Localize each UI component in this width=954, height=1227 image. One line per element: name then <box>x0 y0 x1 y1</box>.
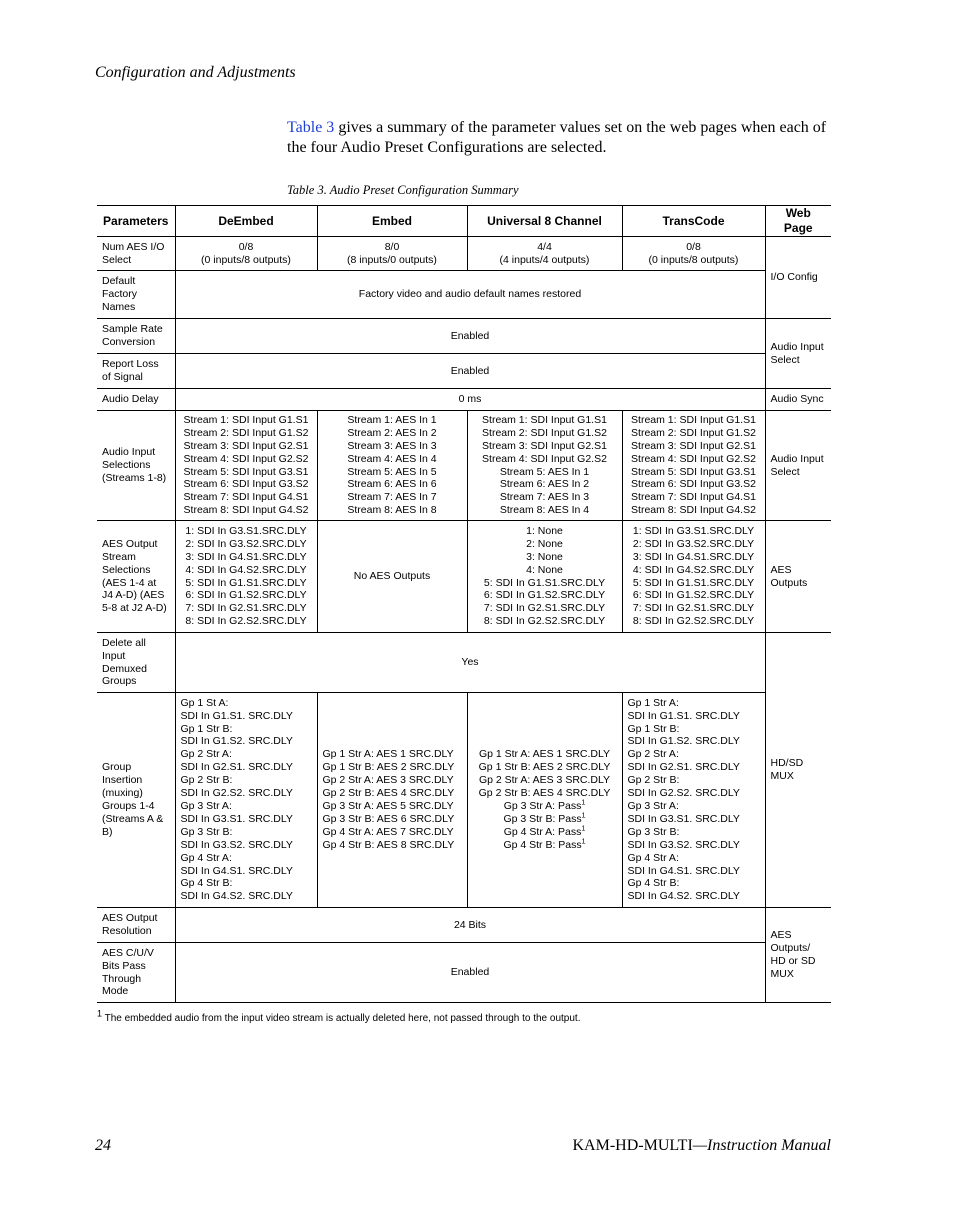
value-line: 4/4 <box>537 240 552 253</box>
value-line: 8/0 <box>384 240 400 253</box>
value-line: Gp 3 Str B: <box>627 825 680 838</box>
table-row <box>97 271 831 319</box>
value-line: SDI In G1.S2. SRC.DLY <box>627 735 740 748</box>
all-presets-value: 24 Bits <box>175 908 765 943</box>
value-line: Gp 1 St A: <box>180 696 229 709</box>
value-line: 6: SDI In G1.S2.SRC.DLY <box>483 589 606 602</box>
value-line: Stream 7: SDI Input G4.S1 <box>183 491 309 504</box>
value-line: 5: SDI In G1.S1.SRC.DLY <box>632 576 755 589</box>
value-line: 2: None <box>526 537 563 550</box>
value-line: Stream 3: SDI Input G2.S1 <box>183 439 309 452</box>
value-line: Stream 5: SDI Input G3.S1 <box>631 465 756 478</box>
value-line: (0 inputs/8 outputs) <box>201 253 291 266</box>
value-line: SDI In G1.S1. SRC.DLY <box>180 709 293 722</box>
value-line: Gp 4 Str A: <box>627 851 679 864</box>
value-line: Stream 8: SDI Input G4.S2 <box>183 504 309 517</box>
value-line: SDI In G3.S1. SRC.DLY <box>180 812 293 825</box>
value-line: (8 inputs/0 outputs) <box>347 253 437 266</box>
parameter-name: Audio Input Selections (Streams 1-8) <box>97 411 175 521</box>
value-line: SDI In G2.S2. SRC.DLY <box>627 787 740 800</box>
web-page-name: Audio Input Select <box>765 411 831 521</box>
web-page-name: HD/SD MUX <box>765 633 831 908</box>
value-line: Gp 4 Str B: Pass$^1$ <box>503 838 586 851</box>
footnote-reference: 1 <box>581 825 586 833</box>
table-row <box>97 389 831 411</box>
table-row <box>97 943 831 1003</box>
preset-value-transcode <box>622 693 765 908</box>
value-line: Gp 4 Str A: <box>180 851 232 864</box>
value-line: SDI In G4.S1. SRC.DLY <box>627 864 740 877</box>
value-line: 4: SDI In G4.S2.SRC.DLY <box>185 563 307 576</box>
parameter-name: Group Insertion (muxing) Groups 1-4 (Streams A & B) <box>97 693 175 908</box>
header-deembed: DeEmbed <box>175 206 317 237</box>
preset-value-transcode <box>622 237 765 271</box>
value-line: Gp 4 Str B: <box>627 877 680 890</box>
value-line: Stream 2: AES In 2 <box>347 426 437 439</box>
value-line: 4: None <box>526 563 563 576</box>
all-presets-value: Yes <box>175 633 765 693</box>
web-page-name: Audio Sync <box>765 389 831 411</box>
intro-paragraph <box>287 118 827 158</box>
value-line: Stream 5: AES In 5 <box>347 465 437 478</box>
all-presets-value: Enabled <box>175 943 765 1003</box>
preset-value-universal <box>467 237 622 271</box>
web-page-name: AES Outputs <box>765 521 831 633</box>
parameter-name: Delete all Input Demuxed Groups <box>97 633 175 693</box>
header-web-page: Web Page <box>765 206 831 237</box>
value-line: Gp 2 Str A: <box>627 748 679 761</box>
header-row <box>97 206 831 237</box>
header-transcode: TransCode <box>622 206 765 237</box>
preset-value-universal <box>467 411 622 521</box>
value-line: Stream 2: SDI Input G1.S2 <box>631 426 756 439</box>
table-row <box>97 319 831 354</box>
value-line: Stream 4: SDI Input G2.S2 <box>183 452 309 465</box>
value-line: Gp 4 Str A: AES 7 SRC.DLY <box>322 825 454 838</box>
parameter-name: Sample Rate Conversion <box>97 319 175 354</box>
value-line: 6: SDI In G1.S2.SRC.DLY <box>632 589 755 602</box>
footnote-reference: 1 <box>581 812 586 820</box>
page-number: 24 <box>95 1137 111 1154</box>
value-line: Stream 1: SDI Input G1.S1 <box>183 413 309 426</box>
value-line: 8: SDI In G2.S2.SRC.DLY <box>185 615 307 628</box>
value-line: SDI In G3.S1. SRC.DLY <box>627 812 740 825</box>
preset-value-universal <box>467 521 622 633</box>
parameter-name: Report Loss of Signal <box>97 354 175 389</box>
value-line: Gp 2 Str A: AES 3 SRC.DLY <box>322 774 454 787</box>
table-row <box>97 237 831 271</box>
header-parameters: Parameters <box>97 206 175 237</box>
value-line: Stream 5: AES In 1 <box>499 465 590 478</box>
value-line: Stream 7: SDI Input G4.S1 <box>631 491 756 504</box>
value-line: Gp 3 Str B: <box>180 825 233 838</box>
value-line: Gp 3 Str B: AES 6 SRC.DLY <box>322 812 455 825</box>
table-caption: Table 3. Audio Preset Configuration Summary <box>287 183 519 197</box>
value-line: Gp 2 Str B: <box>180 774 233 787</box>
preset-value-embed <box>317 411 467 521</box>
value-line: SDI In G1.S1. SRC.DLY <box>627 709 740 722</box>
value-line: 2: SDI In G3.S2.SRC.DLY <box>632 537 755 550</box>
preset-value-deembed <box>175 411 317 521</box>
header-embed: Embed <box>317 206 467 237</box>
value-line: Stream 4: SDI Input G2.S2 <box>631 452 756 465</box>
value-line: Gp 4 Str B: <box>180 877 233 890</box>
table-row <box>97 411 831 521</box>
parameter-name: Default Factory Names <box>97 271 175 319</box>
web-page-name: AES Outputs/ HD or SD MUX <box>765 908 831 1003</box>
value-line: Gp 1 Str A: AES 1 SRC.DLY <box>322 748 454 761</box>
audio-preset-summary-table <box>97 205 831 1003</box>
footnote <box>97 1008 581 1024</box>
table-row <box>97 908 831 943</box>
table-row <box>97 354 831 389</box>
all-presets-value: Enabled <box>175 354 765 389</box>
parameter-name: AES C/U/V Bits Pass Through Mode <box>97 943 175 1003</box>
value-line: Gp 3 Str A: AES 5 SRC.DLY <box>322 800 454 812</box>
running-head: Configuration and Adjustments <box>95 64 296 81</box>
value-line: Gp 3 Str A: <box>627 800 679 812</box>
value-line: Stream 8: SDI Input G4.S2 <box>631 504 756 517</box>
value-line: Gp 1 Str B: <box>627 722 680 735</box>
value-line: No AES Outputs <box>353 570 431 583</box>
footnote-reference: 1 <box>581 799 586 807</box>
value-line: Stream 8: AES In 8 <box>347 504 437 517</box>
value-line: (4 inputs/4 outputs) <box>499 253 590 266</box>
preset-value-deembed <box>175 521 317 633</box>
value-line: Gp 2 Str A: AES 3 SRC.DLY <box>478 774 611 787</box>
value-line: 4: SDI In G4.S2.SRC.DLY <box>632 563 755 576</box>
value-line: Gp 2 Str A: <box>180 748 232 761</box>
value-line: Stream 5: SDI Input G3.S1 <box>183 465 309 478</box>
header-universal-8-channel: Universal 8 Channel <box>467 206 622 237</box>
value-line: Stream 6: SDI Input G3.S2 <box>631 478 756 491</box>
footnote-reference: 1 <box>581 838 586 846</box>
value-line: Gp 2 Str B: AES 4 SRC.DLY <box>322 787 455 800</box>
manual-title: KAM-HD-MULTI—Instruction Manual <box>572 1137 831 1154</box>
value-line: 8: SDI In G2.S2.SRC.DLY <box>632 615 755 628</box>
footnote-marker: 1 <box>97 1008 103 1019</box>
value-line: Stream 3: AES In 3 <box>347 439 437 452</box>
value-line: SDI In G2.S1. SRC.DLY <box>627 761 740 774</box>
value-line: Gp 1 Str A: AES 1 SRC.DLY <box>478 748 611 761</box>
value-line: Stream 3: SDI Input G2.S1 <box>482 439 607 452</box>
value-line: Gp 3 Str A: <box>180 800 232 812</box>
value-line: 1: None <box>526 524 563 537</box>
preset-value-transcode <box>622 411 765 521</box>
value-line: 0/8 <box>238 240 254 253</box>
all-presets-value: Enabled <box>175 319 765 354</box>
value-line: Gp 1 Str B: AES 2 SRC.DLY <box>478 761 611 774</box>
table-row <box>97 693 831 908</box>
value-line: Stream 1: AES In 1 <box>347 413 437 426</box>
value-line: Gp 3 Str A: Pass$^1$ <box>503 799 586 812</box>
value-line: SDI In G1.S2. SRC.DLY <box>180 735 293 748</box>
value-line: Stream 2: SDI Input G1.S2 <box>183 426 309 439</box>
preset-value-embed <box>317 237 467 271</box>
parameter-name: AES Output Stream Selections (AES 1-4 at J4 A-D) (AES 5-8 at J2 A-D) <box>97 521 175 633</box>
value-line: 1: SDI In G3.S1.SRC.DLY <box>185 524 307 537</box>
web-page-name: Audio Input Select <box>765 319 831 389</box>
value-line: 7: SDI In G2.S1.SRC.DLY <box>632 602 755 615</box>
value-line: 7: SDI In G2.S1.SRC.DLY <box>185 602 307 615</box>
value-line: Stream 3: SDI Input G2.S1 <box>631 439 756 452</box>
value-line: 5: SDI In G1.S1.SRC.DLY <box>483 576 606 589</box>
preset-value-embed <box>317 521 467 633</box>
value-line: Gp 4 Str B: AES 8 SRC.DLY <box>322 838 455 851</box>
parameter-name: Audio Delay <box>97 389 175 411</box>
value-line: 0/8 <box>686 240 701 253</box>
value-line: 3: SDI In G4.S1.SRC.DLY <box>185 550 307 563</box>
intro-text: gives a summary of the parameter values set on the web pages when each of the four Audio Preset Configurations are selected. <box>287 119 827 156</box>
value-line: SDI In G2.S1. SRC.DLY <box>180 761 293 774</box>
value-line: 6: SDI In G1.S2.SRC.DLY <box>185 589 307 602</box>
preset-value-deembed <box>175 693 317 908</box>
table-row <box>97 521 831 633</box>
all-presets-value: Factory video and audio default names restored <box>175 271 765 319</box>
value-line: Gp 1 Str A: <box>627 696 679 709</box>
value-line: Gp 3 Str B: Pass$^1$ <box>503 812 586 825</box>
all-presets-value: 0 ms <box>175 389 765 411</box>
value-line: 3: SDI In G4.S1.SRC.DLY <box>632 550 755 563</box>
value-line: Gp 2 Str B: <box>627 774 680 787</box>
value-line: 8: SDI In G2.S2.SRC.DLY <box>483 615 606 628</box>
value-line: 5: SDI In G1.S1.SRC.DLY <box>185 576 307 589</box>
footnote-text: The embedded audio from the input video stream is actually deleted here, not passed through to the output. <box>102 1013 581 1024</box>
value-line: SDI In G2.S2. SRC.DLY <box>180 787 293 800</box>
preset-value-embed <box>317 693 467 908</box>
value-line: Gp 2 Str B: AES 4 SRC.DLY <box>478 787 611 800</box>
value-line: Stream 4: AES In 4 <box>347 452 437 465</box>
preset-value-transcode <box>622 521 765 633</box>
value-line: 1: SDI In G3.S1.SRC.DLY <box>632 524 755 537</box>
web-page-name: I/O Config <box>765 237 831 319</box>
value-line: SDI In G4.S1. SRC.DLY <box>180 864 293 877</box>
value-line: 7: SDI In G2.S1.SRC.DLY <box>483 602 606 615</box>
table-row <box>97 633 831 693</box>
value-line: Stream 4: SDI Input G2.S2 <box>482 452 607 465</box>
value-line: 3: None <box>526 550 563 563</box>
value-line: Stream 6: SDI Input G3.S2 <box>183 478 309 491</box>
value-line: SDI In G4.S2. SRC.DLY <box>180 890 293 903</box>
value-line: 2: SDI In G3.S2.SRC.DLY <box>185 537 307 550</box>
preset-value-universal <box>467 693 622 908</box>
preset-value-deembed <box>175 237 317 271</box>
parameter-name: Num AES I/O Select <box>97 237 175 271</box>
value-line: Stream 8: AES In 4 <box>499 504 590 517</box>
value-line: SDI In G4.S2. SRC.DLY <box>627 890 740 903</box>
value-line: Stream 1: SDI Input G1.S1 <box>482 413 607 426</box>
value-line: SDI In G3.S2. SRC.DLY <box>180 838 293 851</box>
value-line: SDI In G3.S2. SRC.DLY <box>627 838 740 851</box>
value-line: Stream 6: AES In 6 <box>347 478 437 491</box>
value-line: Gp 1 Str B: <box>180 722 233 735</box>
value-line: Stream 7: AES In 7 <box>347 491 437 504</box>
value-line: Stream 6: AES In 2 <box>499 478 590 491</box>
table-reference-link[interactable]: Table 3 <box>287 119 335 136</box>
value-line: Gp 1 Str B: AES 2 SRC.DLY <box>322 761 455 774</box>
parameter-name: AES Output Resolution <box>97 908 175 943</box>
value-line: (0 inputs/8 outputs) <box>648 253 739 266</box>
value-line: Stream 7: AES In 3 <box>499 491 590 504</box>
value-line: Stream 1: SDI Input G1.S1 <box>631 413 756 426</box>
value-line: Gp 4 Str A: Pass$^1$ <box>503 825 586 838</box>
value-line: Stream 2: SDI Input G1.S2 <box>482 426 607 439</box>
